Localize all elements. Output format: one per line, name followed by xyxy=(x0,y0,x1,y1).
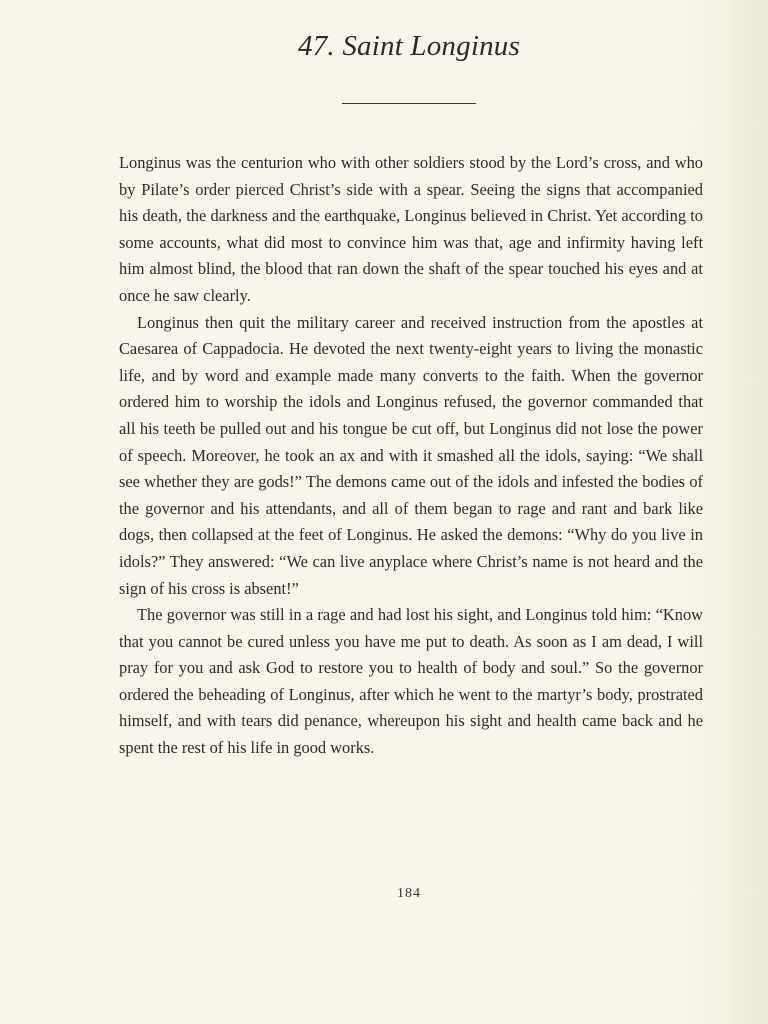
chapter-title: 47. Saint Longinus xyxy=(298,30,520,62)
page-number: 184 xyxy=(397,886,421,901)
chapter-body xyxy=(119,150,703,762)
paragraph: The governor was still in a rage and had lost his sight, and Longinus told him: “Know that you cannot be cured unless you have me put to death. As soon as I am dead, I will pray for you and ask God to restore you to health of body and soul.” So the governor ordered the beheading of Longinus, after which he went to the martyr’s body, prostrated himself, and with tears did penance, whereupon his sight and health came back and he spent the rest of his life in good works. xyxy=(119,605,703,758)
paragraph: Longinus was the centurion who with other soldiers stood by the Lord’s cross, and who by Pilate’s order pierced Christ’s side with a spear. Seeing the signs that accompanied his death, the darkness and the earthquake, Longinus believed in Christ. Yet according to some accounts, what did most to convince him was that, age and infirmity having left him almost blind, the blood that ran down the shaft of the spear touched his eyes and at once he saw clearly. xyxy=(119,153,703,305)
paragraph: Longinus then quit the military career and received instruction from the apostles at Caesarea of Cappadocia. He devoted the next twenty-eight years to living the monastic life, and by word and example made many converts to the faith. When the governor ordered him to worship the idols and Longinus refused, the governor commanded that all his teeth be pulled out and his tongue be cut off, but Longinus did not lose the power of speech. Moreover, he took an ax and with it smashed all the idols, saying: “We shall see whether they are gods!” The demons came out of the idols and infested the bodies of the governor and his attendants, and all of them began to rage and rant and bark like dogs, then collapsed at the feet of Longinus. He asked the demons: “Why do you live in idols?” They answered: “We can live anyplace where Christ’s name is not heard and the sign of his cross is absent!” xyxy=(119,312,703,598)
title-divider xyxy=(342,103,476,104)
